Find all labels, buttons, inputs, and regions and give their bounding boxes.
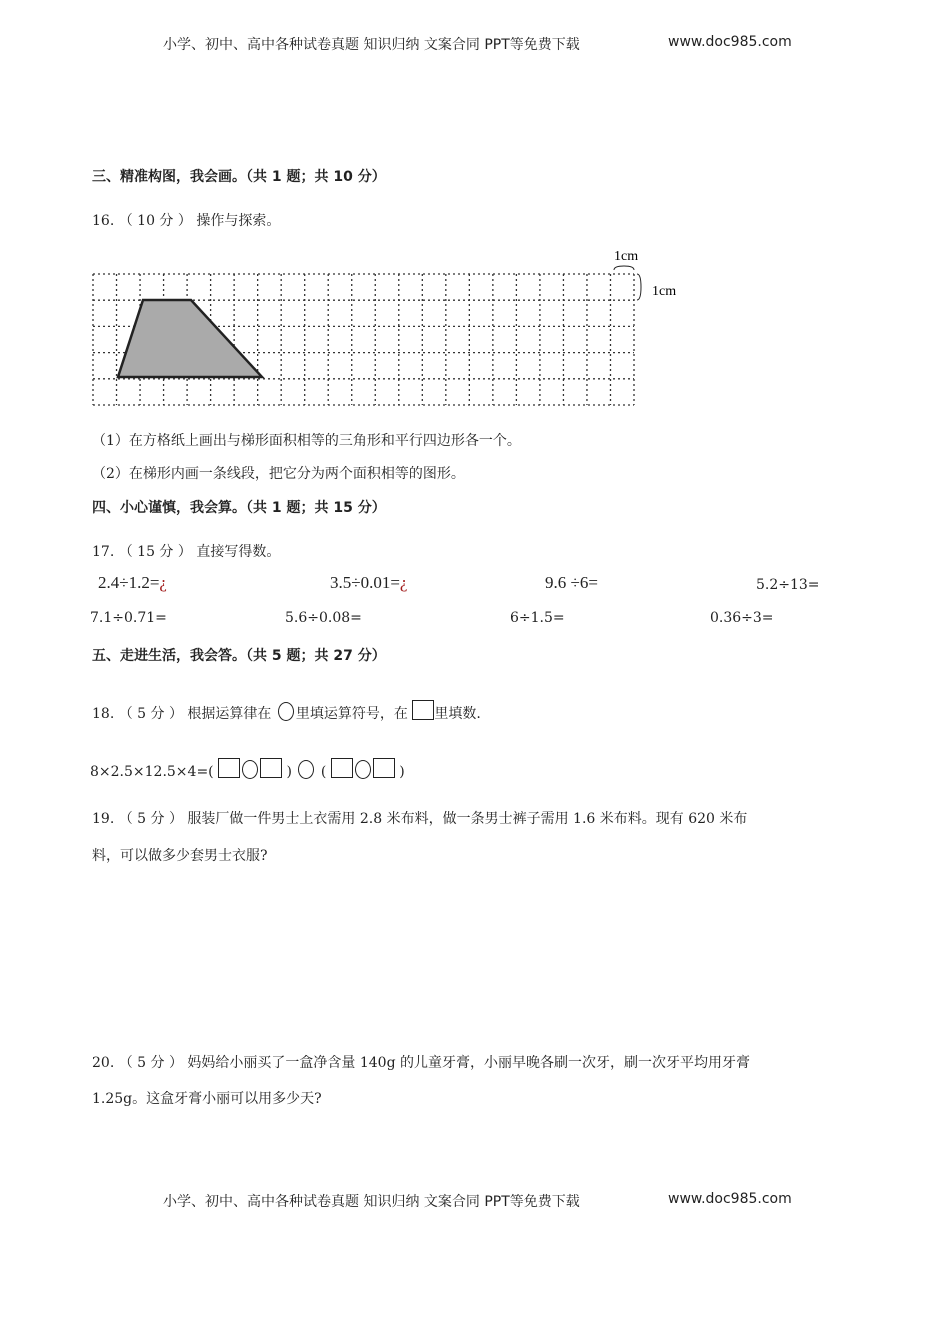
answer-box[interactable] — [373, 758, 395, 778]
q20-line2: 1.25g。这盒牙膏小丽可以用多少天? — [92, 1091, 322, 1107]
q17-item-1: 2.4÷1.2=¿ — [98, 573, 167, 592]
unit-label-v: 1cm — [652, 284, 677, 299]
grid-figure — [0, 240, 700, 420]
answer-box[interactable] — [260, 758, 282, 778]
answer-box[interactable] — [331, 758, 353, 778]
q19-line2: 料，可以做多少套男士衣服? — [92, 848, 268, 864]
square-icon — [412, 700, 434, 720]
footer-site[interactable]: www.doc985.com — [668, 1191, 792, 1207]
unit-bracket-h — [614, 266, 634, 270]
trapezoid — [118, 300, 262, 377]
unit-bracket-v — [637, 274, 641, 300]
q17-item-3: 9.6 ÷6= — [545, 573, 598, 592]
answer-circle[interactable] — [298, 760, 314, 779]
q17-stem: 17. （ 15 分 ） 直接写得数。 — [92, 544, 281, 560]
q18-expression: 8×2.5×12.5×4=( ) ( ) — [90, 758, 405, 780]
q17-item-7: 6÷1.5= — [510, 610, 565, 626]
section-4-title: 四、小心谨慎，我会算。（共 1 题；共 15 分） — [92, 500, 386, 516]
q18-stem: 18. （ 5 分 ） 根据运算律在 里填运算符号，在 里填数. — [92, 700, 481, 723]
q17-item-2: 3.5÷0.01=¿ — [330, 573, 408, 592]
q17-item-6: 5.6÷0.08= — [285, 610, 362, 626]
answer-circle[interactable] — [355, 760, 371, 779]
q17-item-8: 0.36÷3= — [710, 610, 774, 626]
header-text: 小学、初中、高中各种试卷真题 知识归纳 文案合同 PPT等免费下载 — [163, 37, 580, 53]
q16-part1: （1）在方格纸上画出与梯形面积相等的三角形和平行四边形各一个。 — [92, 433, 521, 449]
header-site[interactable]: www.doc985.com — [668, 34, 792, 50]
q17-item-4: 5.2÷13= — [756, 577, 820, 593]
q16-stem: 16. （ 10 分 ） 操作与探索。 — [92, 213, 281, 229]
q19-line1: 19. （ 5 分 ） 服装厂做一件男士上衣需用 2.8 米布料，做一条男士裤子需用 1.6 米布料。现有 620 米布 — [92, 811, 748, 827]
section-5-title: 五、走进生活，我会答。（共 5 题；共 27 分） — [92, 648, 386, 664]
unit-label-h: 1cm — [614, 249, 639, 264]
circle-icon — [278, 702, 294, 721]
answer-circle[interactable] — [242, 760, 258, 779]
footer-text: 小学、初中、高中各种试卷真题 知识归纳 文案合同 PPT等免费下载 — [163, 1194, 580, 1210]
section-3-title: 三、精准构图，我会画。（共 1 题；共 10 分） — [92, 169, 386, 185]
answer-box[interactable] — [218, 758, 240, 778]
q20-line1: 20. （ 5 分 ） 妈妈给小丽买了一盒净含量 140g 的儿童牙膏，小丽早晚各刷一次牙，刷一次牙平均用牙膏 — [92, 1055, 751, 1071]
q17-item-5: 7.1÷0.71= — [90, 610, 167, 626]
q16-part2: （2）在梯形内画一条线段，把它分为两个面积相等的图形。 — [92, 466, 465, 482]
